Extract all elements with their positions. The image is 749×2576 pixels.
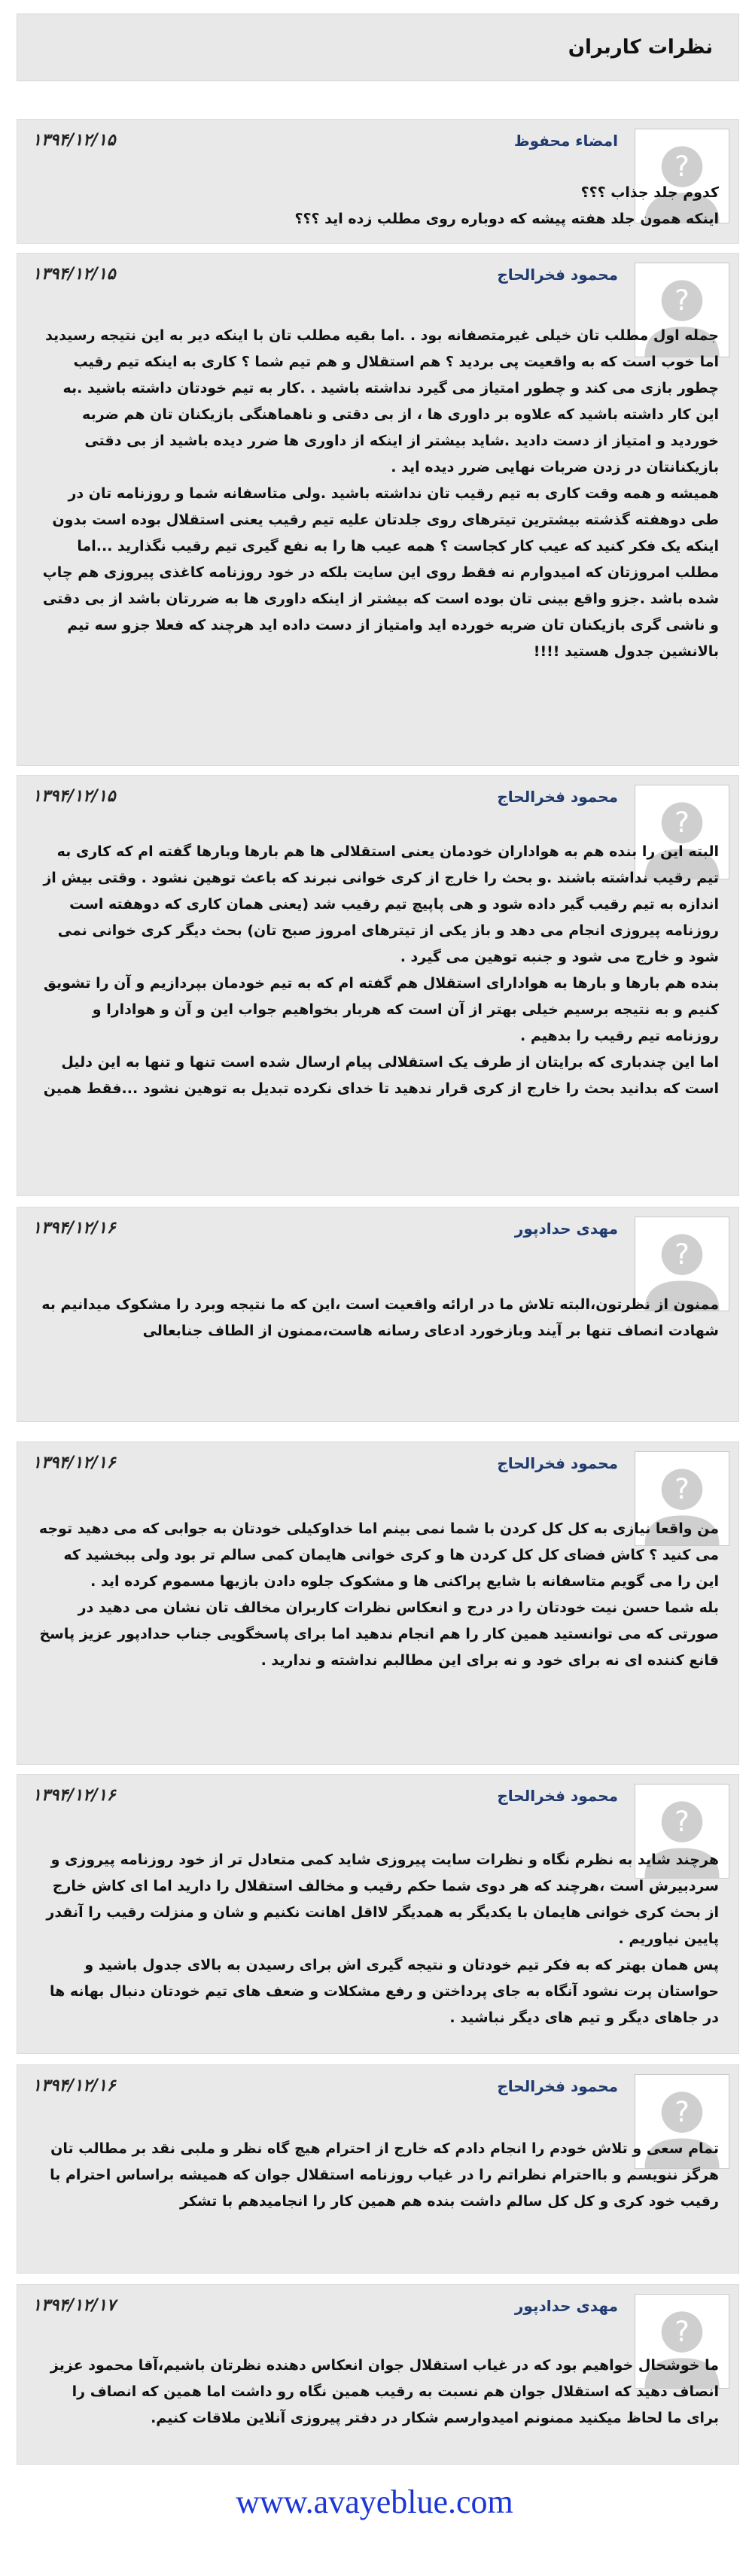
- comment-author: مهدی حدادپور: [514, 2297, 618, 2315]
- comment-text: البته این را بنده هم به هواداران خودمان یعنی استقلالی ها هم بارها وبارها گفته ام که کاری به تیم رقیب نداشته باشند .و بحث را خارج از کری خوانی نبرند که باعث توهین نشود . وقتی بیش از اندازه به تیم رقیب گیر داده شود و هی پاپیچ تیم رقیب شد (یعنی همان کاری که دوهفته است روزنامه پیروزی انجام می دهد و باز یکی از تیترهای امروز صبح تان) بحث دیگر کری خوانی نمی شود و خارج می شود و جنبه توهین می گیرد . بنده هم بارها و بارها به هوادارای استقلال هم گفته ام که به تیم خودمان بپردازیم و آن را تشویق کنیم و به نتیجه برسیم خیلی بهتر از آن است که هربار بخواهیم جواب این و آن و هوادارا و روزنامه تیم رقیب را بدهیم . اما این چندباری که برایتان از طرف یک استقلالی پیام ارسال شده است تنها و تنها به این دلیل است که بدانید بحث را خارج از کری قرار ندهید تا خدای نکرده تبدیل به توهین نشود ...فقط همین: [43, 843, 719, 1097]
- comment-author: محمود فخرالحاج: [497, 788, 618, 806]
- svg-text:?: ?: [674, 2315, 690, 2348]
- svg-text:?: ?: [674, 150, 690, 183]
- comment-card: [17, 2284, 739, 2465]
- comment-date: ۱۳۹۴/۱۲/۱۵: [32, 131, 116, 150]
- comment-date: ۱۳۹۴/۱۲/۱۵: [32, 787, 116, 806]
- comment-card: [17, 2064, 739, 2274]
- comment-author: امضاء محفوظ: [513, 132, 618, 150]
- comment-text: هرچند شاید به نظرم نگاه و نظرات سایت پیروزی شاید کمی متعادل تر از خود روزنامه پیروزی و سردبیرش است ،هرچند که هر دوی شما حکم رقیب و مخالف استقلال را دارید اما ای کاش خارج از بحث کری خوانی هایمان با یکدیگر به همدیگر لااقل اهانت نکنیم و شان و منزلت رقیب را آنقدر پایین نیاوریم . پس همان بهتر که به فکر تیم خودتان و نتیجه گیری اش برای رسیدن به بالای جدول باشید و حواستان پرت نشود آنگاه به جای پرداختن و رفع مشکلات و ضعف های تیم خودتان دنبال بهانه ها در جاهای دیگر و تیم های دیگر نباشید .: [46, 1852, 719, 2026]
- comment-text: ما خوشحال خواهیم بود که در غیاب استقلال جوان انعکاس دهنده نظرتان باشیم،آقا محمود عزیز انصاف دهید که استقلال جوان هم نسبت به رقیب همین نگاه رو داشت اما همین که انصاف را برای ما لحاظ میکنید ممنونم امیدوارسم شکار در دفتر پیروزی آنلاین ملاقات کنیم.: [50, 2357, 719, 2426]
- page-title: نظرات کاربران: [17, 14, 739, 81]
- comment-text: ممنون از نظرتون،البته تلاش ما در ارائه واقعیت است ،این که ما نتیجه وبرد را مشکوک میدانیم به شهادت انصاف تنها بر آیند وبازخورد ادعای رسانه هاست،ممنون از الطاف جنابعالی: [41, 1296, 719, 1339]
- comment-date: ۱۳۹۴/۱۲/۱۵: [32, 265, 116, 284]
- comment-card: [17, 253, 739, 766]
- comment-card: [17, 1441, 739, 1765]
- svg-text:?: ?: [674, 1238, 690, 1271]
- comment-card: [17, 1774, 739, 2054]
- comment-date: ۱۳۹۴/۱۲/۱۶: [32, 1786, 116, 1805]
- comment-card: [17, 775, 739, 1196]
- website-link[interactable]: www.avayeblue.com: [236, 2483, 513, 2520]
- svg-text:?: ?: [674, 1805, 690, 1838]
- comment-author: محمود فخرالحاج: [497, 1454, 618, 1472]
- comment-text: من واقعا نیازی به کل کل کردن با شما نمی بینم اما خداوکیلی خودتان به جوابی که می دهید توجه می کنید ؟ کاش فضای کل کل کردن ها و کری خوانی هایمان کمی سالم تر بود ولی ببخشید که این را می گویم متاسفانه با شایع پراکنی ها و مشکوک جلوه دادن بازیها مسموم کرده اید . بله شما حسن نیت خودتان را در درج و انعکاس نظرات کاربران مخالف تان نشان می دهید در صورتی که می توانستید همین کار را هم انجام ندهید اما برای پاسخگویی جناب حدادپور عزیز پاسخ قانع کننده ای نه برای خود و نه برای این مطالبم نداشته و ندارید .: [38, 1520, 719, 1669]
- comment-card: [17, 119, 739, 244]
- comment-author: محمود فخرالحاج: [497, 1787, 618, 1805]
- svg-text:?: ?: [674, 2095, 690, 2128]
- comment-author: محمود فخرالحاج: [497, 2077, 618, 2095]
- comment-date: ۱۳۹۴/۱۲/۱۶: [32, 2076, 116, 2095]
- comment-date: ۱۳۹۴/۱۲/۱۷: [32, 2296, 116, 2315]
- comment-author: محمود فخرالحاج: [497, 266, 618, 284]
- comment-date: ۱۳۹۴/۱۲/۱۶: [32, 1219, 116, 1238]
- svg-text:?: ?: [674, 1472, 690, 1505]
- comment-text: تمام سعی و تلاش خودم را انجام دادم که خارج از احترام هیچ گاه نظر و ملبی نقد بر مطالب تان هرگز ننویسم و بااحترام نظراتم را در غیاب روزنامه استقلال جوان که همیشه براساس احترام با رقیب خود کری و کل کل سالم داشت بنده هم همین کار را انجامیدهم با تشکر: [50, 2140, 719, 2210]
- svg-text:?: ?: [674, 806, 690, 839]
- comment-author: مهدی حدادپور: [514, 1220, 618, 1238]
- comment-date: ۱۳۹۴/۱۲/۱۶: [32, 1454, 116, 1472]
- comment-text: جمله اول مطلب تان خیلی غیرمتصفانه بود . .اما بقیه مطلب تان با اینکه دیر به این نتیجه رسیدید اما خوب است که به واقعیت پی بردید ؟ هم استقلال و هم تیم شما ؟ کاری به اینکه تیم رقیب چطور بازی می کند و چطور امتیاز می گیرد نداشته باشید . .کار به تیم خودتان داشته باشید .به این کار داشته باشید که علاوه بر داوری ها ، از بی دقتی و ناهماهنگی بازیکنان تان هم ضربه خوردید و امتیاز از دست دادید .شاید بیشتر از اینکه از داوری ها ضرر دیده باشید از بی دقتی بازیکنانتان در زدن ضربات نهایی ضرر دیده اید . همیشه و همه وقت کاری به تیم رقیب تان نداشته باشید .ولی متاسفانه شما و روزنامه تان در طی دوهفته گذشته بیشترین تیترهای روی جلدتان علیه تیم رقیب یعنی استقلال بوده است بدون اینکه یک فکر کنید که عیب کار کجاست ؟ همه عیب ها را به نفع گیری تیم رقیب نگذارید ...اما مطلب امروزتان که امیدوارم نه فقط روی این سایت بلکه در خود روزنامه کاغذی پیروزی هم چاپ شده باشد .جزو واقع بینی تان بوده است که بیشتر از اینکه داوری ها به ضررتان باشد از بی دقتی و ناشی گری بازیکنان تان ضربه خورده اید وامتیاز از دست داده اید هرچند که فعلا جزو سه تیم بالانشین جدول هستید !!!!: [42, 327, 719, 660]
- svg-text:?: ?: [674, 284, 690, 317]
- comment-text: کدوم جلد جذاب ؟؟؟ اینکه همون جلد هفته پیشه که دوباره روی مطلب زده اید ؟؟؟: [294, 184, 719, 227]
- comment-card: [17, 1207, 739, 1422]
